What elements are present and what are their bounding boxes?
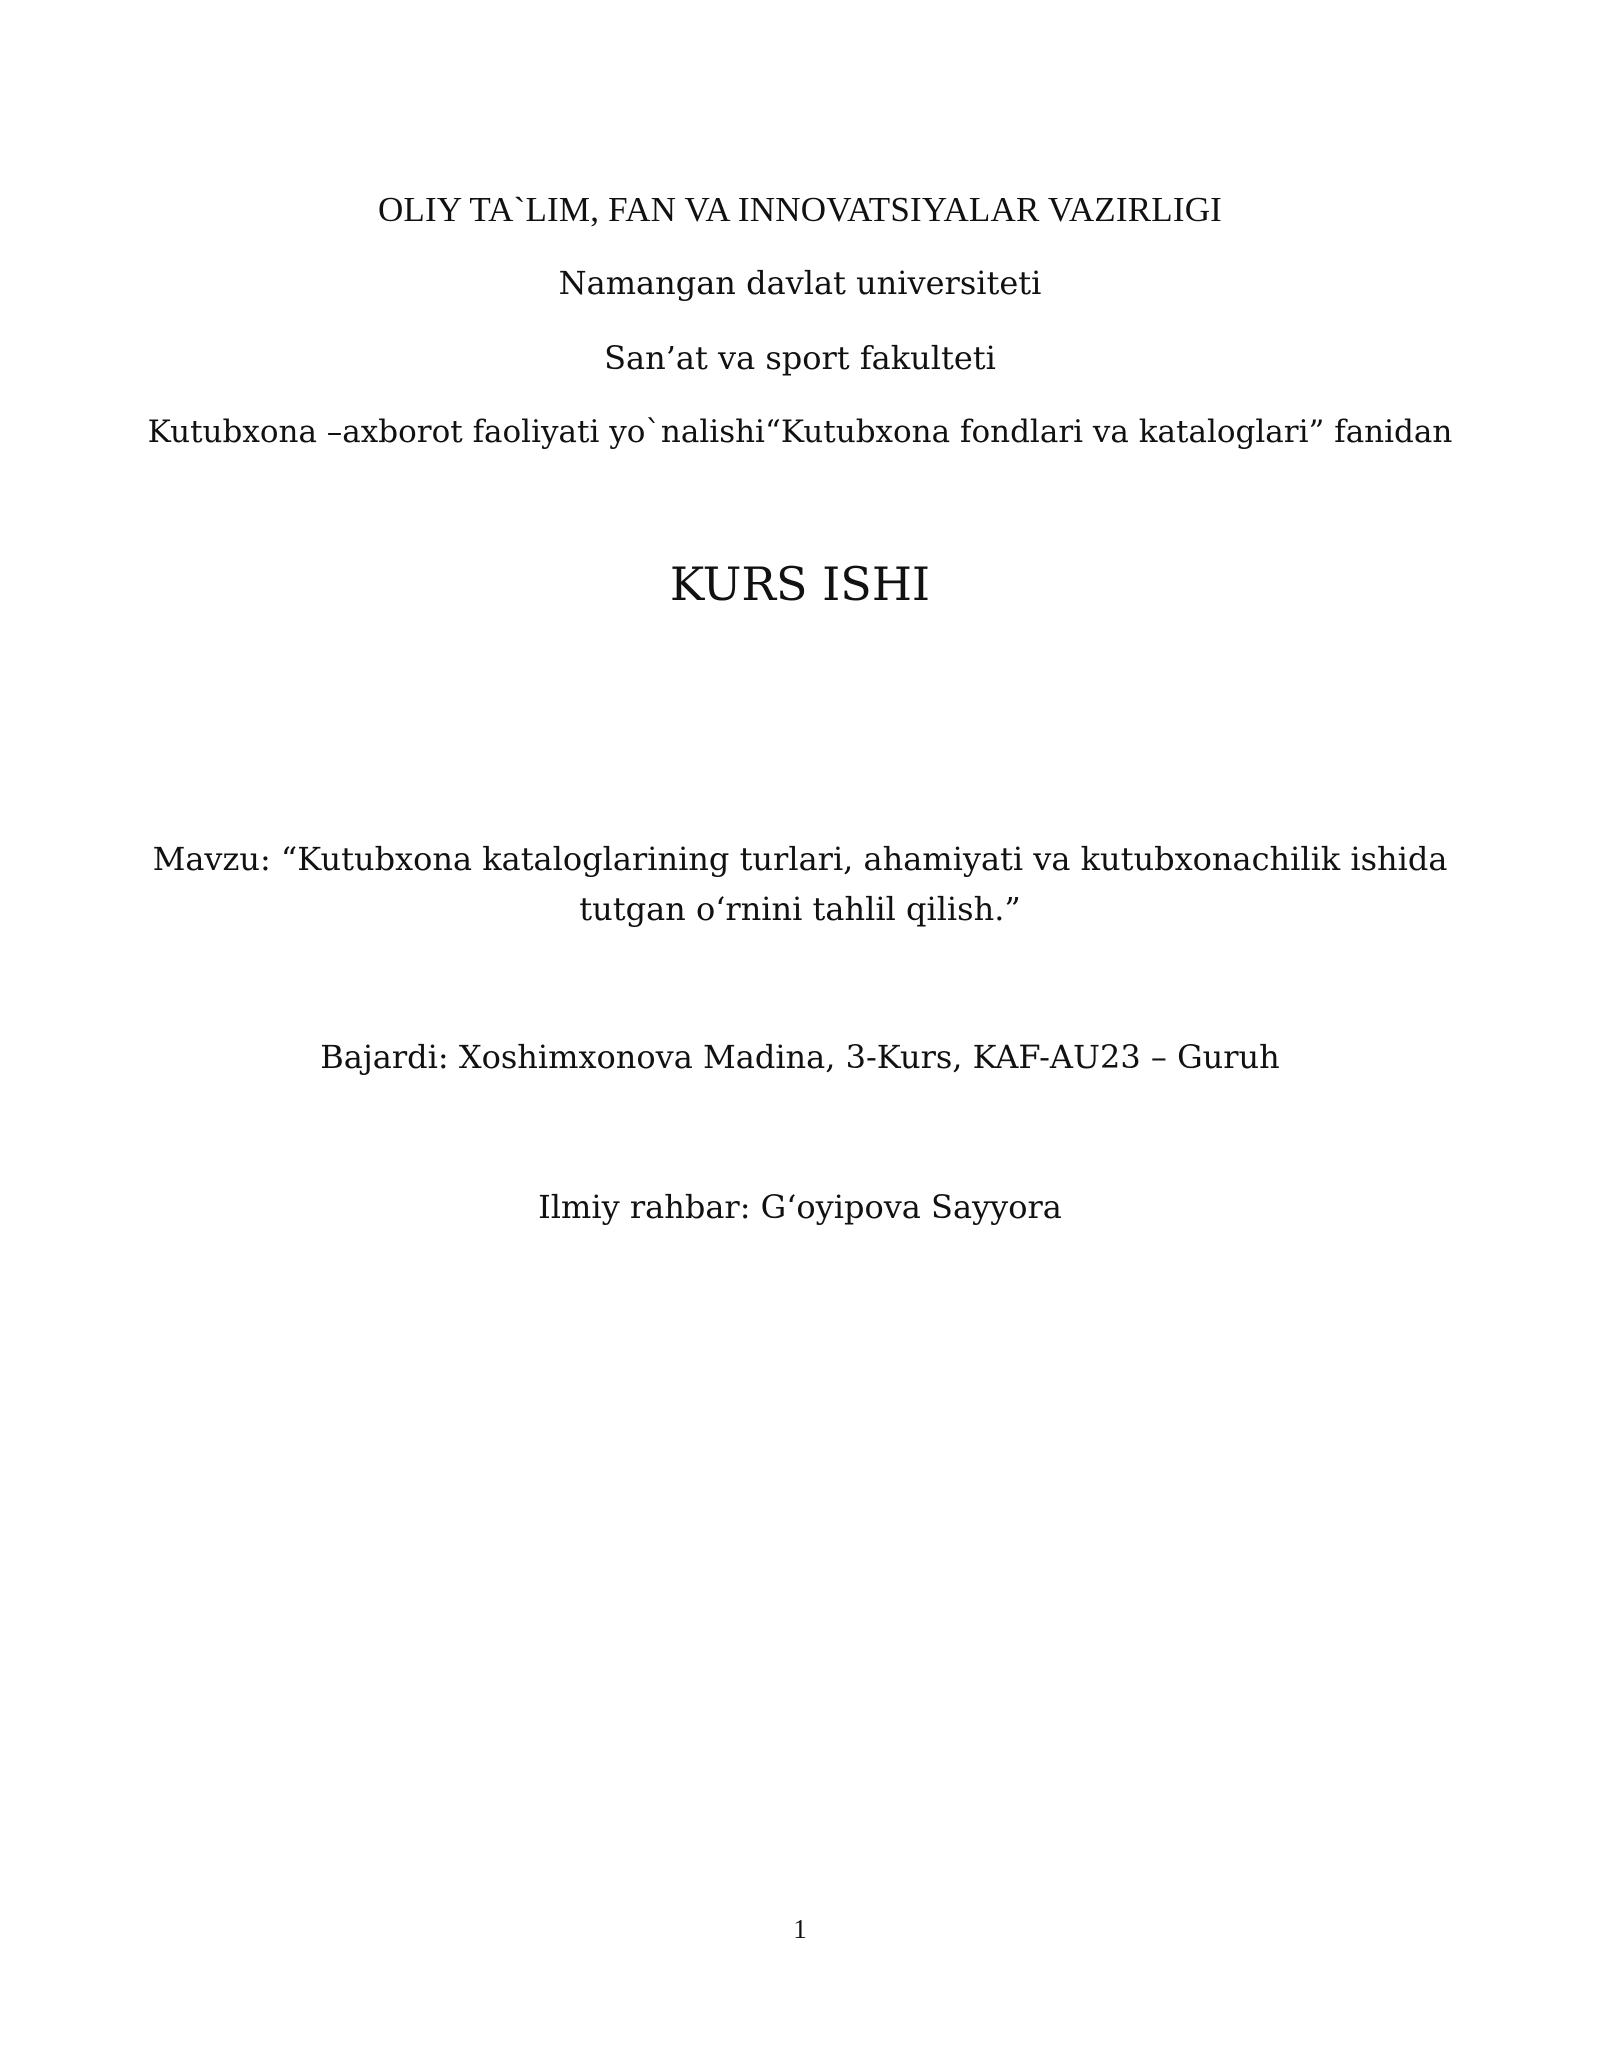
page-number: 1 bbox=[793, 1914, 807, 1944]
faculty-name: San’at va sport fakulteti bbox=[604, 339, 996, 377]
topic-line-1: Mavzu: “Kutubxona kataloglarining turlari, ahamiyati va kutubxonachilik ishida bbox=[152, 840, 1448, 878]
document-type-title: KURS ISHI bbox=[669, 557, 931, 611]
university-name: Namangan davlat universiteti bbox=[558, 264, 1042, 302]
performer-info: Bajardi: Xoshimxonova Madina, 3-Kurs, KAF-AU23 – Guruh bbox=[320, 1038, 1280, 1076]
supervisor-info: Ilmiy rahbar: G‘oyipova Sayyora bbox=[538, 1188, 1062, 1226]
course-direction: Kutubxona –axborot faoliyati yo`nalishi“Kutubxona fondlari va kataloglari” fanidan bbox=[147, 414, 1453, 450]
topic-line-2: tutgan o‘rnini tahlil qilish.” bbox=[579, 890, 1021, 928]
ministry-name: OLIY TA`LIM, FAN VA INNOVATSIYALAR VAZIRLIGI bbox=[377, 190, 1223, 229]
